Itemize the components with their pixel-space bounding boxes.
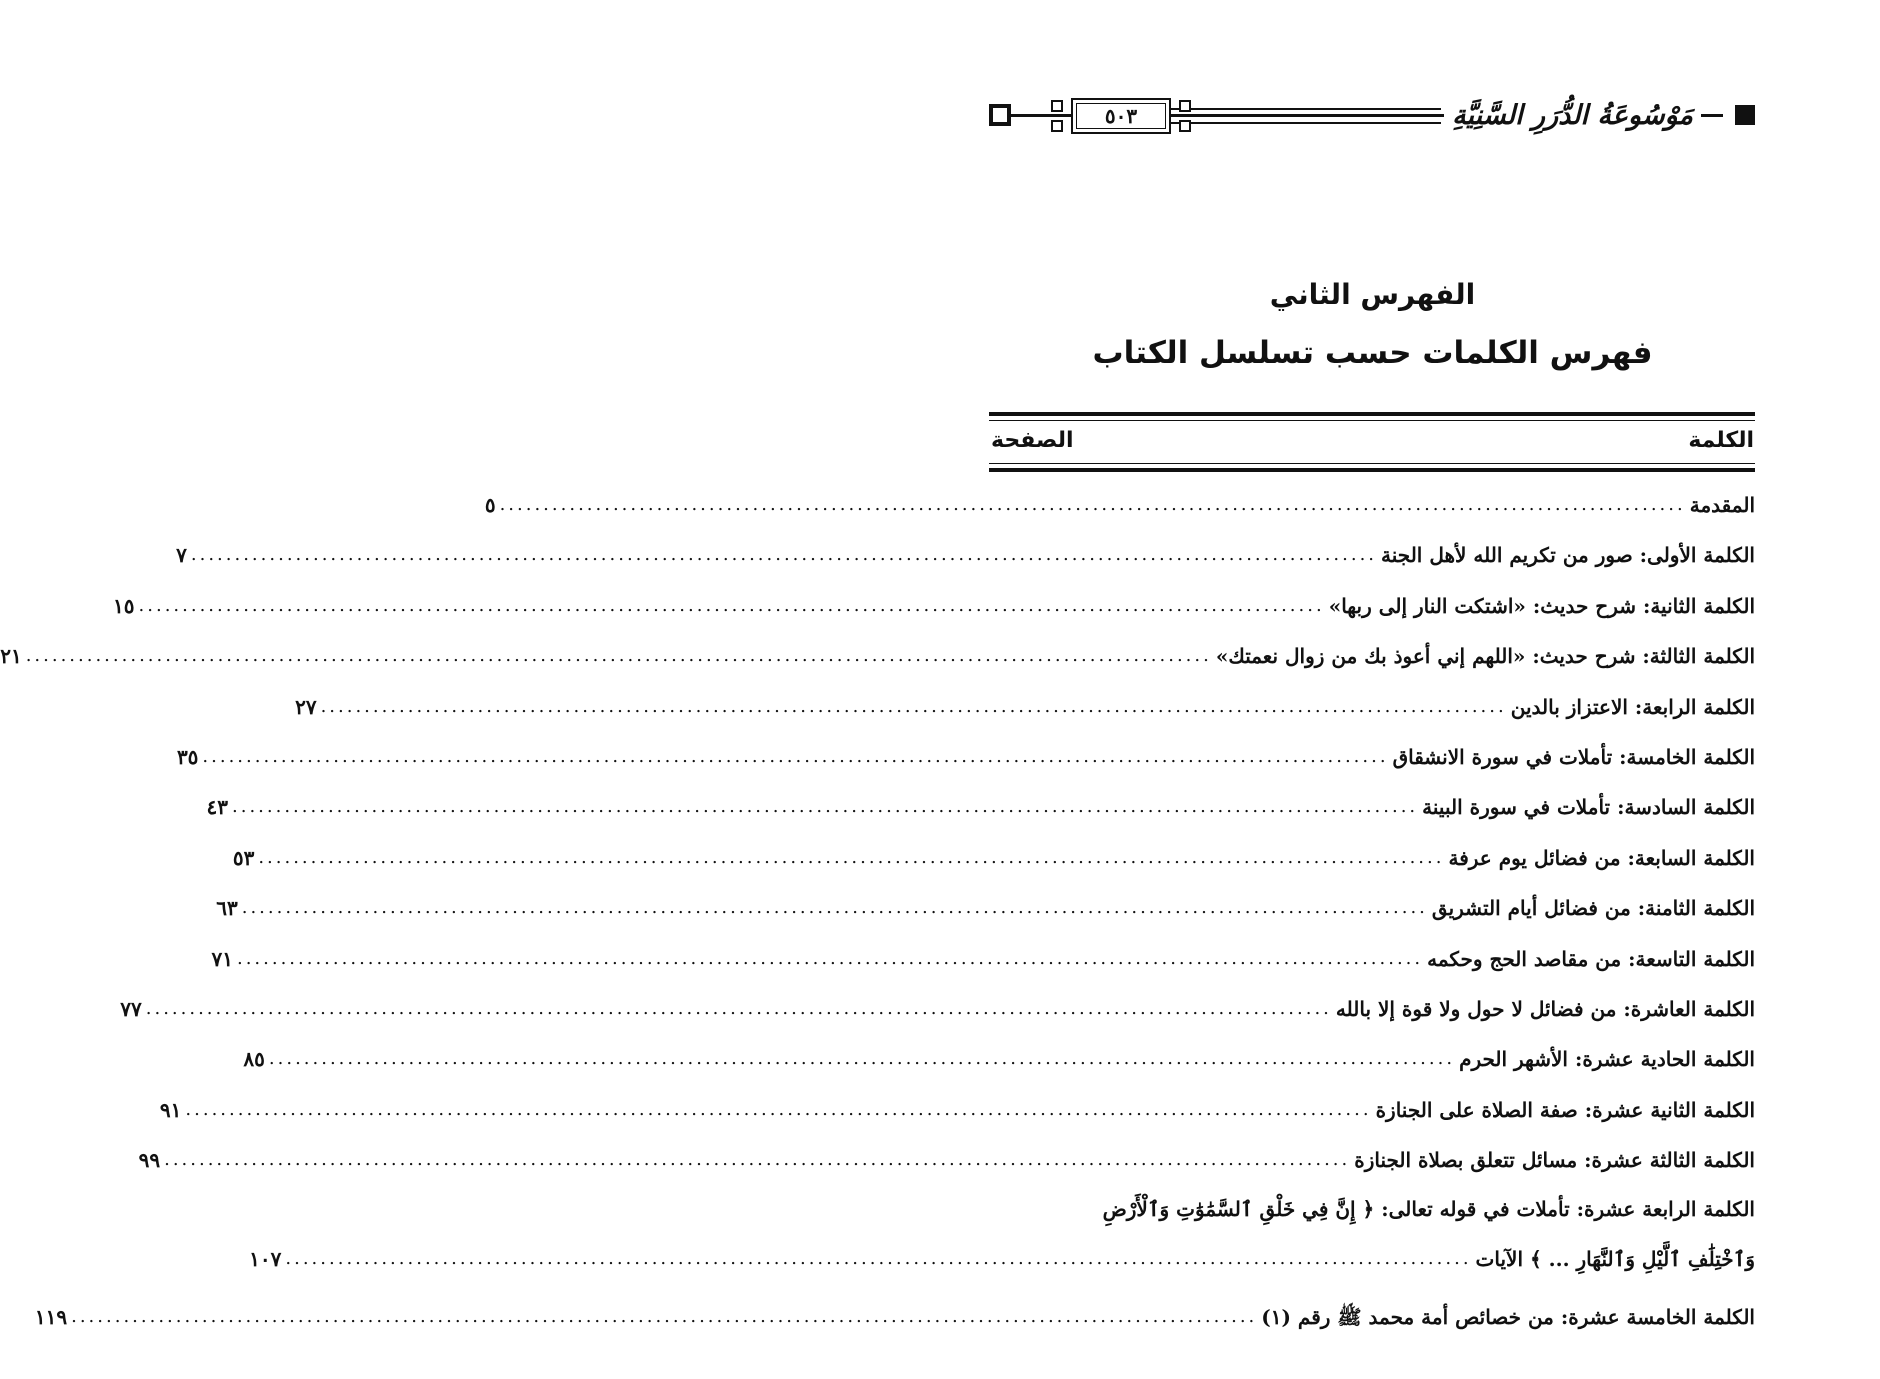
table-head-rule-thin — [989, 463, 1755, 464]
toc-entry-title: الكلمة الثالثة: شرح حديث: «اللهم إني أعوذ بك من زوال نعمتك» — [1215, 644, 1755, 668]
toc-entry — [0, 637, 1755, 673]
dot-leader: ........................................................................................................................................ — [145, 998, 1332, 1019]
toc-entry-title: الكلمة السادسة: تأملات في سورة البينة — [1422, 795, 1755, 819]
header-open-square — [989, 104, 1011, 126]
toc-entry-page: ٥ — [484, 493, 496, 517]
toc-entry-title: الكلمة الثامنة: من فضائل أيام التشريق — [1431, 896, 1755, 920]
dot-leader: ........................................................................................................................................ — [164, 1149, 1351, 1170]
toc-entry-page: ٦٣ — [216, 896, 238, 920]
dot-leader: ........................................................................................................................................ — [185, 1099, 1372, 1120]
toc-entry — [113, 587, 1755, 623]
frame-knot-right-top — [1179, 100, 1191, 112]
dot-leader: ........................................................................................................................................ — [202, 746, 1389, 767]
toc-entry — [176, 536, 1755, 572]
toc-entry — [176, 738, 1755, 774]
toc-entry-title: الكلمة الخامسة عشرة: من خصائص أمة محمد ﷺ رقم (١) — [1261, 1305, 1755, 1329]
dot-leader: ........................................................................................................................................ — [236, 948, 1424, 969]
table-top-rule-thick — [989, 412, 1755, 416]
frame-knot-left-bottom — [1051, 120, 1063, 132]
toc-entry-title: المقدمة — [1689, 493, 1755, 517]
dot-leader: ........................................................................................................................................ — [71, 1306, 1258, 1327]
column-header-word: الكلمة — [1688, 428, 1754, 453]
toc-entry-page: ٢١ — [0, 644, 22, 668]
toc-entry-page: ٧ — [176, 543, 187, 567]
toc-entry-title: الكلمة العاشرة: من فضائل لا حول ولا قوة إلا بالله — [1335, 997, 1755, 1021]
toc-entry — [211, 940, 1755, 976]
toc-long-entry-line1: الكلمة الرابعة عشرة: تأملات في قوله تعالى: ﴿ إِنَّ فِي خَلْقِ ٱلسَّمَٰوَٰتِ وَٱلْأَرْضِ — [1102, 1197, 1755, 1221]
toc-entry — [120, 990, 1755, 1026]
dot-leader: ........................................................................................................................................ — [190, 544, 1378, 565]
toc-entry — [206, 788, 1755, 824]
header-solid-square — [1735, 105, 1755, 125]
dot-leader: ........................................................................................................................................ — [258, 847, 1445, 868]
frame-knot-right-bottom — [1179, 120, 1191, 132]
column-header-page: الصفحة — [991, 428, 1074, 453]
header-rule-thin-low — [1171, 122, 1441, 124]
toc-entry-title: الكلمة الثانية: شرح حديث: «اشتكت النار إلى ربها» — [1328, 594, 1755, 618]
toc-entry-title: وَٱخْتِلَٰفِ ٱلَّيْلِ وَٱلنَّهَارِ ... ﴾ الآيات — [1475, 1247, 1755, 1271]
dot-leader: ........................................................................................................................................ — [241, 897, 1428, 918]
toc-entry — [484, 486, 1755, 522]
toc-entry — [216, 889, 1755, 925]
dot-leader: ........................................................................................................................................ — [499, 494, 1686, 515]
table-head-rule-thick — [989, 468, 1755, 472]
table-top-rule-thin — [989, 420, 1755, 421]
dot-leader: ........................................................................................................................................ — [268, 1048, 1456, 1069]
toc-entry-page: ١٥ — [113, 594, 135, 618]
dot-leader: ........................................................................................................................................ — [285, 1248, 1472, 1269]
toc-entry-title: الكلمة الرابعة: الاعتزاز بالدين — [1510, 695, 1755, 719]
toc-last-entry — [34, 1298, 1755, 1334]
toc-entry — [295, 688, 1755, 724]
frame-knot-left-top — [1051, 100, 1063, 112]
toc-entry — [243, 1040, 1755, 1076]
toc-entry-title: الكلمة الثالثة عشرة: مسائل تتعلق بصلاة الجنازة — [1354, 1148, 1755, 1172]
toc-entry — [232, 839, 1755, 875]
toc-entry-page: ٥٣ — [232, 846, 255, 870]
dot-leader: ........................................................................................................................................ — [232, 796, 1419, 817]
toc-entry-title: الكلمة الأولى: صور من تكريم الله لأهل الجنة — [1381, 543, 1755, 567]
dot-leader: ........................................................................................................................................ — [138, 595, 1325, 616]
dot-leader: ........................................................................................................................................ — [25, 645, 1212, 666]
toc-entry-title: الكلمة الحادية عشرة: الأشهر الحرم — [1459, 1047, 1755, 1071]
toc-entry-page: ١١٩ — [34, 1305, 68, 1329]
toc-entry-page: ١٠٧ — [249, 1247, 282, 1271]
toc-entry — [138, 1141, 1755, 1177]
toc-entry-page: ٣٥ — [176, 745, 199, 769]
page-header — [989, 92, 1755, 140]
toc-entry-title: الكلمة الثانية عشرة: صفة الصلاة على الجنازة — [1375, 1098, 1755, 1122]
toc-entry-page: ٤٣ — [206, 795, 228, 819]
toc-entry-page: ٧١ — [211, 947, 233, 971]
toc-entry-title: الكلمة الخامسة: تأملات في سورة الانشقاق — [1392, 745, 1755, 769]
toc-long-entry-line2 — [249, 1240, 1755, 1276]
index-title: الفهرس الثاني — [1269, 278, 1476, 311]
book-title: مَوْسُوعَةُ الدُّرَرِ السَّنِيَّةِ — [1444, 94, 1701, 138]
toc-entry-page: ٧٧ — [120, 997, 142, 1021]
index-subtitle: فهرس الكلمات حسب تسلسل الكتاب — [1092, 335, 1653, 371]
toc-entry-page: ٩٩ — [138, 1148, 161, 1172]
toc-entry-page: ٨٥ — [243, 1047, 265, 1071]
toc-entry-title: الكلمة التاسعة: من مقاصد الحج وحكمه — [1427, 947, 1755, 971]
header-rule-thin — [1171, 108, 1441, 110]
page-number: ٥٠٣ — [1104, 104, 1138, 128]
toc-entry-page: ٢٧ — [295, 695, 317, 719]
toc-entry — [159, 1091, 1755, 1127]
dot-leader: ........................................................................................................................................ — [320, 696, 1507, 717]
toc-entry-page: ٩١ — [159, 1098, 182, 1122]
toc-entry-title: الكلمة السابعة: من فضائل يوم عرفة — [1448, 846, 1755, 870]
